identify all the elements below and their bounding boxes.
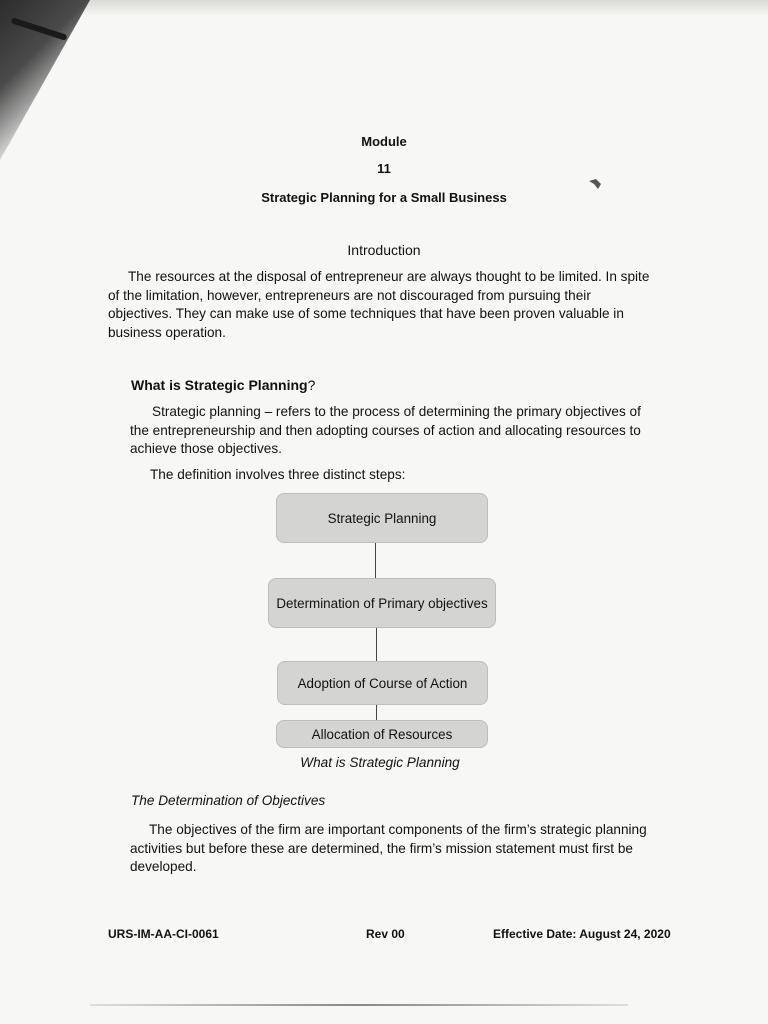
strategic-planning-heading-text: What is Strategic Planning (131, 377, 308, 393)
footer-doc-code: URS-IM-AA-CI-0061 (108, 927, 219, 941)
module-label: Module (361, 134, 407, 149)
footer-effective-date: Effective Date: August 24, 2020 (493, 927, 671, 941)
objectives-heading: The Determination of Objectives (131, 793, 326, 808)
strategic-planning-heading-mark: ? (307, 377, 316, 393)
objectives-paragraph: The objectives of the firm are important components of the firm’s strategic planning activities but before these are determined, the firm’s mission statement must first be developed. (130, 822, 647, 874)
flow-step-primary-objectives (268, 578, 496, 628)
strategic-planning-heading (131, 377, 315, 393)
flow-step-strategic-planning (276, 493, 488, 543)
scan-bottom-edge (90, 1004, 628, 1006)
footer-revision: Rev 00 (366, 927, 405, 941)
flow-step-label: Determination of Primary objectives (276, 595, 488, 611)
scan-top-shadow (0, 0, 768, 16)
diagram-caption: What is Strategic Planning (300, 755, 460, 770)
flow-step-label: Strategic Planning (327, 510, 437, 526)
steps-intro-text: The definition involves three distinct steps: (150, 467, 406, 482)
introduction-heading: Introduction (347, 242, 421, 258)
flow-step-allocation-of-resources (276, 720, 488, 748)
scan-speck-mark (588, 178, 602, 190)
flow-connector (375, 543, 376, 578)
flow-step-label: Allocation of Resources (311, 726, 453, 742)
module-title: Strategic Planning for a Small Business (261, 190, 507, 205)
strategic-planning-definition: Strategic planning – refers to the process of determining the primary objectives of the entrepreneurship and then adopting courses of action and allocating resources to achieve those objectives. (130, 404, 641, 456)
introduction-paragraph: The resources at the disposal of entrepreneur are always thought to be limited. In spite of the limitation, however, entrepreneurs are not discouraged from pursuing their objectives. They can make use of some techniques that have been proven valuable in business operation. (108, 269, 650, 340)
module-number: 11 (377, 161, 391, 176)
flow-connector (376, 705, 377, 720)
flow-step-course-of-action (277, 661, 488, 705)
flow-connector (376, 628, 377, 661)
flow-step-label: Adoption of Course of Action (297, 675, 468, 691)
